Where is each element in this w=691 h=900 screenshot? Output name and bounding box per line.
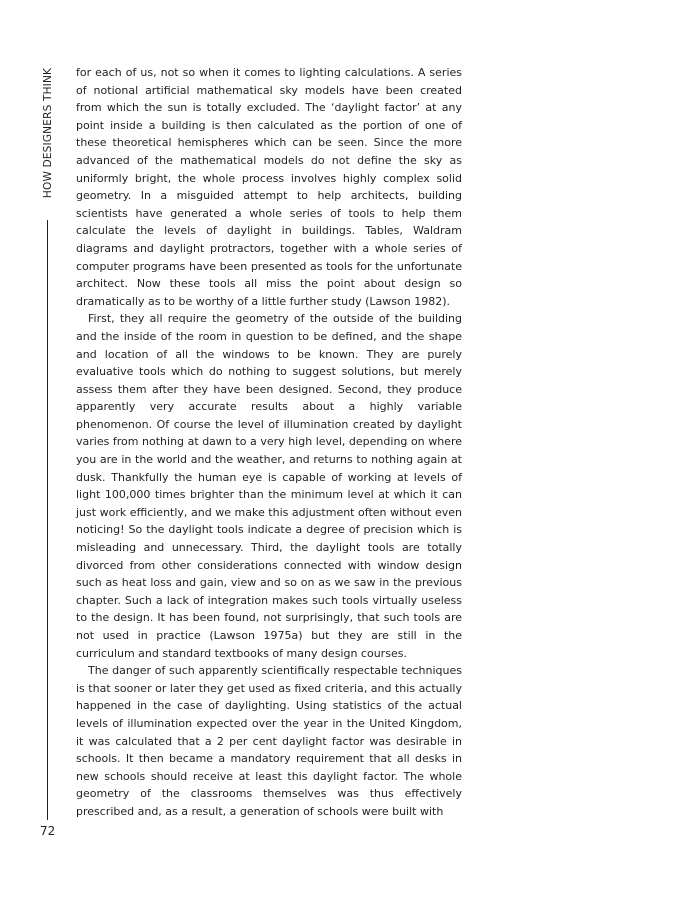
running-head-rule <box>47 220 48 820</box>
paragraph-daylight-tools: First, they all require the geometry of the outside of the building and the inside of the room in question to be defined, and the shape and location of all the windows to be known. They are purely evaluative tools which do nothing to suggest solutions, but merely assess them after they have been designed. Second, they produce apparently very accurate results about a highly variable phenomenon. Of course the level of illumination created by daylight varies from nothing at dawn to a very high level, depending on where you are in the world and the weather, and returns to nothing again at dusk. Thankfully the human eye is capable of working at levels of light 100,000 times brighter than the minimum level at which it can just work efficiently, and we make this adjustment often without even noticing! So the daylight tools indicate a degree of precision which is misleading and unnecessary. Third, the daylight tools are totally divorced from other considerations connected with window design such as heat loss and gain, view and so on as we saw in the previous chapter. Such a lack of integration makes such tools virtually useless to the design. It has been found, not surprisingly, that such tools are not used in practice (Lawson 1975a) but they are still in the curriculum and standard textbooks of many design courses. <box>76 312 462 660</box>
paragraph-fixed-criteria: The danger of such apparently scientifically respectable techniques is that sooner or later they get used as fixed criteria, and this actually happened in the case of daylighting. Using statistics of the actual levels of illumination expected over the year in the United Kingdom, it was calculated that a 2 per cent daylight factor was desirable in schools. It then became a mandatory requirement that all desks in new schools should receive at least this daylight factor. The whole geometry of the classrooms themselves was thus effectively prescribed and, as a result, a generation of schools were built with <box>76 664 462 818</box>
body-text <box>76 64 462 821</box>
running-head-title: HOW DESIGNERS THINK <box>42 67 54 199</box>
page-number: 72 <box>40 824 56 838</box>
paragraph-continuation: for each of us, not so when it comes to lighting calculations. A series of notional artificial mathematical sky models have been created from which the sun is totally excluded. The ‘daylight factor’ at any point inside a building is then calculated as the portion of one of these theoretical hemispheres which can be seen. Since the more advanced of the mathematical models do not define the sky as uniformly bright, the whole process involves highly complex solid geometry. In a misguided attempt to help architects, building scientists have generated a whole series of tools to help them calculate the levels of daylight in buildings. Tables, Waldram diagrams and daylight protractors, together with a whole series of computer programs have been presented as tools for the unfortunate architect. Now these tools all miss the point about design so dramatically as to be worthy of a little further study (Lawson 1982). <box>76 66 462 308</box>
